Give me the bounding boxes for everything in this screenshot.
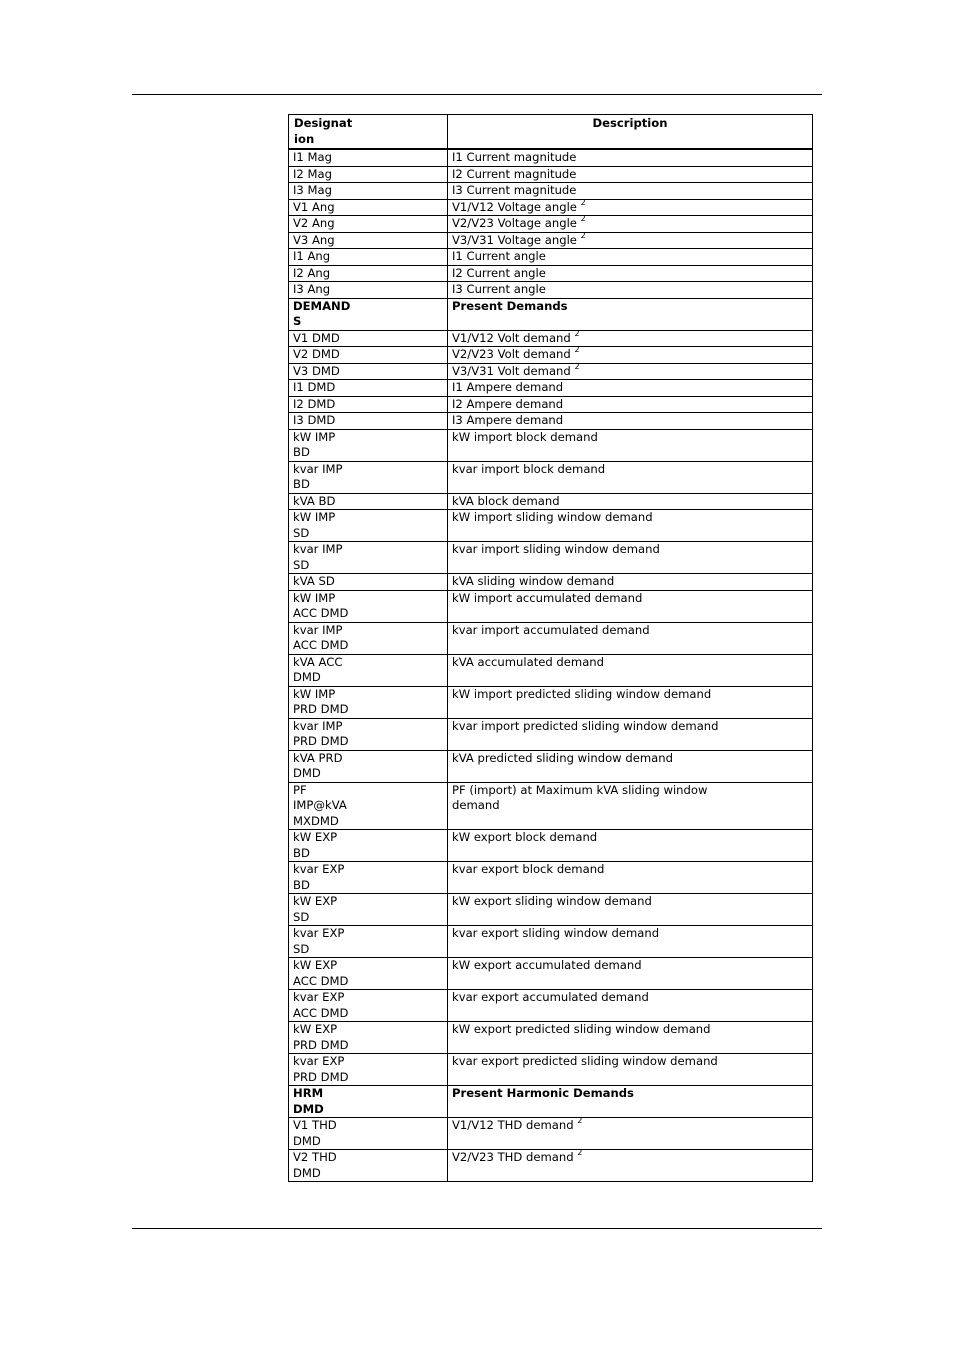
designation-cell: V1 DMD (289, 330, 448, 347)
designation-cell: kvar IMP PRD DMD (289, 718, 448, 750)
description-cell (448, 166, 813, 183)
description-text: kW export accumulated demand (452, 958, 642, 972)
designation-cell: I2 DMD (289, 396, 448, 413)
designation-cell: kW IMP ACC DMD (289, 590, 448, 622)
description-cell (448, 926, 813, 958)
description-cell (448, 718, 813, 750)
description-cell (448, 413, 813, 430)
description-cell (448, 429, 813, 461)
description-cell (448, 750, 813, 782)
description-text: kW export sliding window demand (452, 894, 652, 908)
table-row (289, 380, 813, 397)
description-text: I2 Current angle (452, 265, 546, 280)
designation-cell: kvar EXP SD (289, 926, 448, 958)
description-cell (448, 216, 813, 233)
description-text: kW import accumulated demand (452, 590, 643, 605)
description-text: kvar import accumulated demand (452, 622, 650, 637)
table-row (289, 429, 813, 461)
description-cell (448, 493, 813, 510)
section-header-row (289, 298, 813, 330)
designation-cell: kVA SD (289, 574, 448, 591)
designation-cell: V2 DMD (289, 347, 448, 364)
section-header-row (289, 1086, 813, 1118)
description-text: kvar export accumulated demand (452, 990, 649, 1004)
description-cell (448, 249, 813, 266)
description-cell (448, 510, 813, 542)
table-row (289, 232, 813, 249)
description-text: V1/V12 THD demand (452, 1118, 578, 1132)
designation-cell: kW EXP BD (289, 830, 448, 862)
description-cell (448, 282, 813, 299)
description-text: kvar import sliding window demand (452, 542, 660, 556)
designation-cell: kVA BD (289, 493, 448, 510)
designation-cell: I1 DMD (289, 380, 448, 397)
description-text: kVA predicted sliding window demand (452, 750, 673, 765)
description-text: PF (import) at Maximum kVA sliding window demand (452, 782, 708, 812)
description-cell (448, 958, 813, 990)
designation-table (288, 114, 813, 1182)
description-cell (448, 298, 813, 330)
designation-cell: kVA ACC DMD (289, 654, 448, 686)
designation-cell: kVA PRD DMD (289, 750, 448, 782)
table-row (289, 926, 813, 958)
designation-cell: kvar IMP ACC DMD (289, 622, 448, 654)
table-row (289, 396, 813, 413)
description-cell (448, 396, 813, 413)
description-cell (448, 199, 813, 216)
table-row (289, 574, 813, 591)
description-cell (448, 622, 813, 654)
table-row (289, 686, 813, 718)
description-column-header: Description (448, 115, 813, 150)
designation-cell: V2 THD DMD (289, 1150, 448, 1182)
description-text: I3 Ampere demand (452, 413, 564, 427)
description-cell (448, 782, 813, 830)
table-body (289, 149, 813, 1182)
designation-column-header: Designat ion (289, 115, 448, 150)
description-cell (448, 990, 813, 1022)
description-cell (448, 542, 813, 574)
designation-cell: kvar EXP PRD DMD (289, 1054, 448, 1086)
table-row (289, 542, 813, 574)
table-row (289, 1118, 813, 1150)
description-text: I2 Current magnitude (452, 166, 577, 181)
designation-cell: kW IMP PRD DMD (289, 686, 448, 718)
table-row (289, 330, 813, 347)
description-text: kW export predicted sliding window demand (452, 1022, 711, 1036)
description-text: I1 Current angle (452, 249, 546, 263)
description-text: kvar import predicted sliding window demand (452, 718, 719, 733)
description-cell (448, 894, 813, 926)
description-cell (448, 347, 813, 364)
description-text: kvar export predicted sliding window demand (452, 1054, 718, 1068)
designation-cell: V3 Ang (289, 232, 448, 249)
description-cell (448, 1022, 813, 1054)
description-text: kvar import block demand (452, 461, 606, 476)
designation-cell: kW EXP ACC DMD (289, 958, 448, 990)
description-text: kW import predicted sliding window demand (452, 686, 712, 701)
footer-rule (132, 1228, 822, 1229)
description-text: V2/V23 Volt demand (452, 347, 575, 361)
table-row (289, 166, 813, 183)
table-row (289, 718, 813, 750)
table-row (289, 216, 813, 233)
designation-cell: kvar EXP ACC DMD (289, 990, 448, 1022)
table-row (289, 1022, 813, 1054)
designation-cell: V3 DMD (289, 363, 448, 380)
description-cell (448, 574, 813, 591)
description-cell (448, 1054, 813, 1086)
description-cell (448, 363, 813, 380)
designation-cell: kvar EXP BD (289, 862, 448, 894)
table-row (289, 782, 813, 830)
description-text: kVA accumulated demand (452, 654, 605, 669)
table-row (289, 461, 813, 493)
description-text: kW import block demand (452, 429, 598, 444)
description-text: kVA block demand (452, 493, 560, 508)
table-row (289, 1150, 813, 1182)
description-text: V3/V31 Volt demand (452, 363, 575, 378)
footnote-marker: 2 (580, 230, 586, 240)
designation-cell: kvar IMP SD (289, 542, 448, 574)
description-text: kVA sliding window demand (452, 574, 615, 588)
description-cell (448, 686, 813, 718)
description-cell (448, 183, 813, 200)
table-row (289, 590, 813, 622)
description-text: V1/V12 Volt demand (452, 330, 575, 345)
table-row (289, 363, 813, 380)
footnote-marker: 2 (580, 197, 586, 207)
table-row (289, 622, 813, 654)
description-text: Present Harmonic Demands (452, 1086, 634, 1100)
footnote-marker: 2 (574, 345, 580, 354)
description-text: I1 Current magnitude (452, 150, 577, 164)
footnote-marker: 2 (577, 1116, 583, 1125)
description-text: I2 Ampere demand (452, 396, 564, 411)
description-text: V1/V12 Voltage angle (452, 199, 581, 214)
designation-cell: kW IMP SD (289, 510, 448, 542)
table-row (289, 894, 813, 926)
table-row (289, 493, 813, 510)
table-row (289, 265, 813, 282)
description-text: kW import sliding window demand (452, 510, 653, 524)
description-text: kvar export block demand (452, 862, 605, 876)
header-rule (132, 94, 822, 95)
description-cell (448, 862, 813, 894)
table-row (289, 249, 813, 266)
table-row (289, 510, 813, 542)
description-cell (448, 265, 813, 282)
description-text: Present Demands (452, 298, 568, 313)
description-cell (448, 830, 813, 862)
description-text: I3 Current magnitude (452, 183, 577, 197)
description-cell (448, 330, 813, 347)
description-text: V3/V31 Voltage angle (452, 232, 581, 247)
designation-cell: I1 Mag (289, 149, 448, 166)
table-row (289, 990, 813, 1022)
description-cell (448, 590, 813, 622)
description-text: I3 Current angle (452, 282, 546, 296)
table-row (289, 183, 813, 200)
table-row (289, 347, 813, 364)
footnote-marker: 2 (574, 361, 580, 371)
designation-cell: I3 Ang (289, 282, 448, 299)
table-row (289, 199, 813, 216)
table-row (289, 958, 813, 990)
designation-cell: kvar IMP BD (289, 461, 448, 493)
table-row (289, 862, 813, 894)
designation-cell: I2 Ang (289, 265, 448, 282)
designation-cell: kW EXP SD (289, 894, 448, 926)
designation-cell: I3 Mag (289, 183, 448, 200)
table-row (289, 750, 813, 782)
description-text: kvar export sliding window demand (452, 926, 660, 940)
footnote-marker: 2 (574, 328, 580, 338)
description-cell (448, 232, 813, 249)
table-row (289, 830, 813, 862)
description-text: V2/V23 Voltage angle (452, 216, 581, 230)
table-row (289, 413, 813, 430)
table-row (289, 282, 813, 299)
description-text: kW export block demand (452, 830, 598, 844)
description-cell (448, 149, 813, 166)
designation-cell: V1 THD DMD (289, 1118, 448, 1150)
table-row (289, 149, 813, 166)
table-header (289, 115, 813, 150)
table-header-row (289, 115, 813, 150)
designation-cell: I1 Ang (289, 249, 448, 266)
designation-cell: V1 Ang (289, 199, 448, 216)
designation-cell: HRM DMD (289, 1086, 448, 1118)
table-row (289, 1054, 813, 1086)
description-cell (448, 1118, 813, 1150)
description-cell (448, 1150, 813, 1182)
description-cell (448, 380, 813, 397)
designation-cell: I2 Mag (289, 166, 448, 183)
description-cell (448, 461, 813, 493)
designation-cell: DEMAND S (289, 298, 448, 330)
description-cell (448, 654, 813, 686)
designation-cell: kW EXP PRD DMD (289, 1022, 448, 1054)
table-row (289, 654, 813, 686)
description-cell (448, 1086, 813, 1118)
designation-cell: I3 DMD (289, 413, 448, 430)
designation-cell: V2 Ang (289, 216, 448, 233)
description-text: I1 Ampere demand (452, 380, 564, 394)
designation-cell: kW IMP BD (289, 429, 448, 461)
designation-cell: PF IMP@kVA MXDMD (289, 782, 448, 830)
description-text: V2/V23 THD demand (452, 1150, 578, 1164)
footnote-marker: 2 (580, 214, 586, 223)
footnote-marker: 2 (577, 1148, 583, 1157)
